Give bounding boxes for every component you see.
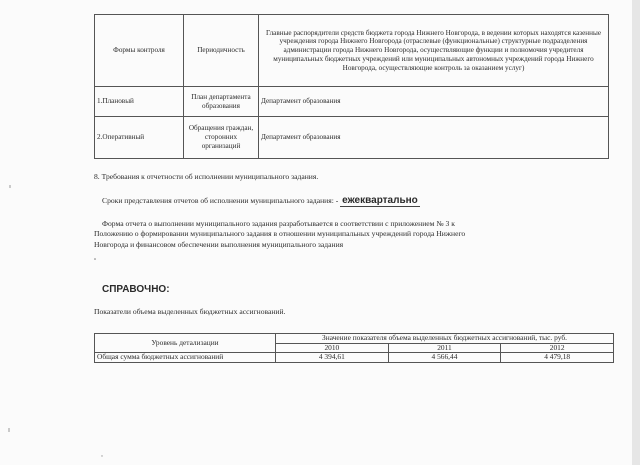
report-form-text-line1: Форма отчета о выполнении муниципального задания разработывается в соответствии с приложением № 3 к <box>102 219 455 228</box>
row-executor: Департамент образования <box>259 117 609 159</box>
control-table-header-row <box>95 15 609 87</box>
table-row <box>95 87 609 117</box>
row-form: 1.Плановый <box>95 87 184 117</box>
report-form-text-line2: Положению о формировании муниципального задания в отношении муниципальных учреждений города Нижнего <box>94 229 466 238</box>
row-form: 2.Оперативный <box>95 117 184 159</box>
year-2010: 2010 <box>276 343 389 353</box>
header-executors: Главные распорядители средств бюджета города Нижнего Новгорода, в ведении которых находятся казенные учреждения города Нижнего Новгорода (отраслевые (функциональные) структурные подразделения администрации города Нижнего Новгорода, осуществляющие функции и полномочия учредителя муниципальных бюджетных учреждений или муниципальных автономных учреждений города Нижнего Новгорода, осуществляющие контроль за оказанием услуг) <box>259 15 609 87</box>
budget-value-2012: 4 479,18 <box>501 353 614 363</box>
budget-header-row <box>95 334 614 344</box>
row-periodicity: План департамента образования <box>184 87 259 117</box>
level-header: Уровень детализации <box>95 334 276 353</box>
section8-heading: 8. Требования к отчетности об исполнении муниципального задания. <box>94 172 319 181</box>
reference-heading: СПРАВОЧНО: <box>102 284 170 295</box>
report-form-text-line3: Новгорода и финансовом обеспечении выполнения муниципального задания <box>94 240 344 249</box>
report-deadline-line <box>102 195 420 207</box>
report-deadline-label: Сроки представления отчетов об исполнении муниципального задания: - <box>102 196 339 205</box>
reference-subtitle: Показатели объема выделенных бюджетных ассигнований. <box>94 307 286 316</box>
control-forms-table <box>94 14 609 159</box>
report-deadline-value: ежеквартально <box>342 195 418 206</box>
table-row <box>95 117 609 159</box>
budget-row-label: Общая сумма бюджетных ассигнований <box>95 353 276 363</box>
table-row <box>95 353 614 363</box>
budget-allocations-table <box>94 333 614 363</box>
year-2011: 2011 <box>388 343 501 353</box>
header-forms: Формы контроля <box>95 15 184 87</box>
budget-value-2011: 4 566,44 <box>388 353 501 363</box>
row-periodicity: Обращения граждан, сторонних организаций <box>184 117 259 159</box>
year-2012: 2012 <box>501 343 614 353</box>
budget-value-2010: 4 394,61 <box>276 353 389 363</box>
value-header: Значение показателя объема выделенных бюджетных ассигнований, тыс. руб. <box>276 334 614 344</box>
header-periodicity: Периодичность <box>184 15 259 87</box>
row-executor: Департамент образования <box>259 87 609 117</box>
